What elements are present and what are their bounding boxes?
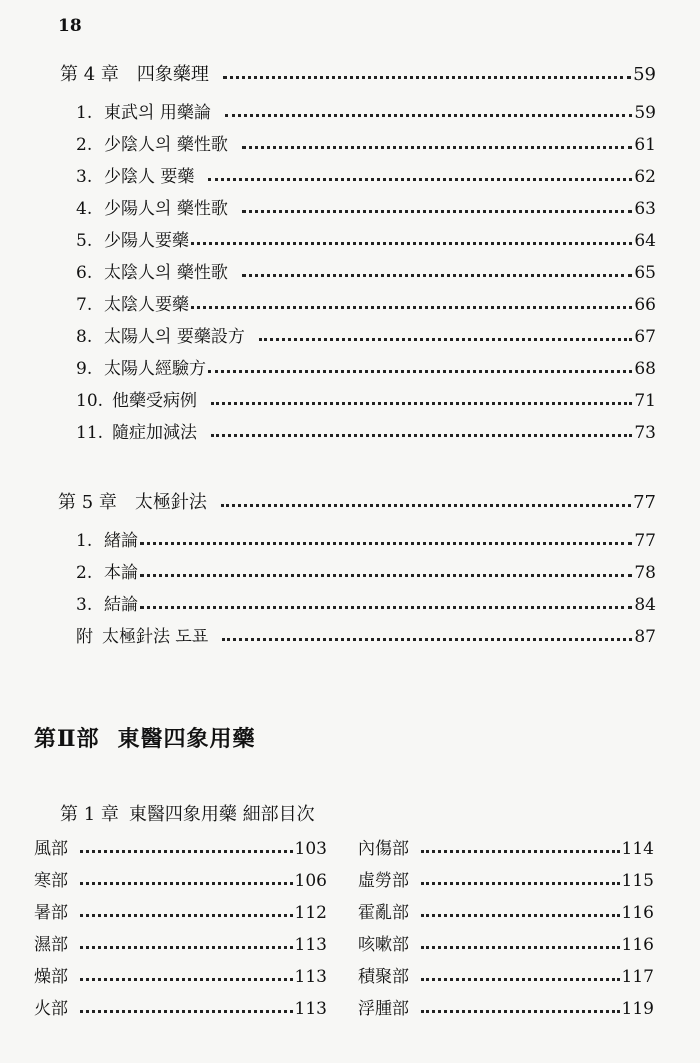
- item-title: 太陰人의 藥性歌: [104, 263, 228, 283]
- section-title: 濕部: [34, 935, 68, 955]
- dot-leader: [242, 146, 633, 149]
- dot-leader: [259, 338, 633, 341]
- section-title: 寒部: [34, 871, 68, 891]
- section-title: 燥部: [34, 967, 68, 987]
- toc-chapter-4[interactable]: [60, 64, 656, 86]
- section-page: 113: [294, 967, 327, 987]
- dot-leader: [208, 370, 632, 373]
- section-title: 霍亂部: [358, 903, 409, 923]
- dot-leader: [421, 1010, 620, 1013]
- part-2-chapter-1-heading[interactable]: [60, 800, 325, 826]
- item-number: 1.: [76, 103, 93, 123]
- toc-item[interactable]: [76, 166, 656, 188]
- dot-leader: [80, 1010, 293, 1013]
- section-item[interactable]: [358, 838, 654, 860]
- toc-item[interactable]: [76, 294, 656, 316]
- section-title: 內傷部: [358, 839, 409, 859]
- section-item[interactable]: [34, 966, 327, 988]
- item-title: 隨症加減法: [112, 423, 197, 443]
- chapter-5-title: 第 5 章 太極針法: [58, 492, 207, 513]
- toc-item[interactable]: [76, 358, 656, 380]
- item-page: 71: [634, 391, 656, 411]
- item-title: 少陰人의 藥性歌: [104, 135, 228, 155]
- toc-item[interactable]: [76, 594, 656, 616]
- dot-leader: [242, 274, 633, 277]
- section-item[interactable]: [34, 934, 327, 956]
- dot-leader: [80, 850, 293, 853]
- section-page: 116: [621, 903, 654, 923]
- section-item[interactable]: [358, 902, 654, 924]
- item-number: 3.: [76, 167, 93, 187]
- item-page: 64: [634, 231, 656, 251]
- section-page: 113: [294, 935, 327, 955]
- section-item[interactable]: [34, 998, 327, 1020]
- section-page: 113: [294, 999, 327, 1019]
- section-title: 暑部: [34, 903, 68, 923]
- item-page: 67: [634, 327, 656, 347]
- dot-leader: [80, 914, 293, 917]
- toc-item[interactable]: [76, 262, 656, 284]
- item-page: 63: [634, 199, 656, 219]
- item-page: 87: [634, 627, 656, 647]
- item-title: 緖論: [104, 531, 138, 551]
- dot-leader: [208, 178, 632, 181]
- dot-leader: [211, 434, 632, 437]
- toc-item[interactable]: [76, 134, 656, 156]
- dot-leader: [80, 882, 293, 885]
- item-number: 10.: [76, 391, 104, 411]
- section-item[interactable]: [358, 966, 654, 988]
- item-page: 68: [634, 359, 656, 379]
- section-title: 火部: [34, 999, 68, 1019]
- item-number: 5.: [76, 231, 93, 251]
- item-page: 62: [634, 167, 656, 187]
- item-number: 3.: [76, 595, 93, 615]
- chapter-5-page: 77: [633, 492, 656, 513]
- section-page: 117: [621, 967, 654, 987]
- item-number: 4.: [76, 199, 93, 219]
- dot-leader: [140, 574, 632, 577]
- page-number: 18: [58, 16, 82, 36]
- dot-leader: [211, 402, 632, 405]
- dot-leader: [80, 978, 293, 981]
- item-title: 少陽人要藥: [104, 231, 189, 251]
- item-number: 9.: [76, 359, 93, 379]
- item-title: 他藥受病例: [112, 391, 197, 411]
- section-page: 114: [621, 839, 654, 859]
- dot-leader: [140, 606, 632, 609]
- dot-leader: [421, 882, 620, 885]
- item-number: 2.: [76, 135, 93, 155]
- item-title: 結論: [104, 595, 138, 615]
- part-2-heading[interactable]: [34, 722, 274, 753]
- item-title: 本論: [104, 563, 138, 583]
- item-page: 65: [634, 263, 656, 283]
- dot-leader: [242, 210, 633, 213]
- dot-leader: [191, 306, 632, 309]
- dot-leader: [223, 76, 631, 79]
- item-number: 8.: [76, 327, 93, 347]
- chapter-4-title: 第 4 章 四象藥理: [60, 64, 209, 85]
- toc-item[interactable]: [76, 390, 656, 412]
- item-title: 少陰人 要藥: [104, 167, 195, 187]
- toc-item[interactable]: [76, 198, 656, 220]
- item-number: 附: [76, 627, 93, 647]
- part-2-title: 東醫四象用藥: [117, 726, 256, 752]
- item-page: 78: [634, 563, 656, 583]
- item-page: 84: [634, 595, 656, 615]
- dot-leader: [222, 638, 632, 641]
- item-number: 1.: [76, 531, 93, 551]
- item-page: 59: [634, 103, 656, 123]
- toc-item[interactable]: [76, 530, 656, 552]
- dot-leader: [421, 946, 620, 949]
- item-page: 77: [634, 531, 656, 551]
- section-title: 積聚部: [358, 967, 409, 987]
- dot-leader: [80, 946, 293, 949]
- toc-item[interactable]: [76, 422, 656, 444]
- toc-item[interactable]: [76, 230, 656, 252]
- section-item[interactable]: [358, 870, 654, 892]
- section-item[interactable]: [34, 902, 327, 924]
- part-2-label: 第Ⅱ部: [34, 726, 100, 752]
- section-title: 虛勞部: [358, 871, 409, 891]
- section-page: 112: [294, 903, 327, 923]
- section-title: 咳嗽部: [358, 935, 409, 955]
- item-number: 6.: [76, 263, 93, 283]
- dot-leader: [191, 242, 632, 245]
- dot-leader: [140, 542, 632, 545]
- item-page: 73: [634, 423, 656, 443]
- section-page: 119: [621, 999, 654, 1019]
- section-page: 103: [294, 839, 327, 859]
- item-title: 太陽人의 要藥設方: [104, 327, 245, 347]
- dot-leader: [225, 114, 633, 117]
- section-page: 106: [294, 871, 327, 891]
- section-item[interactable]: [34, 838, 327, 860]
- item-page: 66: [634, 295, 656, 315]
- toc-item[interactable]: [76, 102, 656, 124]
- dot-leader: [221, 504, 631, 507]
- item-title: 太陽人經驗方: [104, 359, 206, 379]
- item-title: 太極針法 도표: [102, 627, 209, 647]
- section-page: 116: [621, 935, 654, 955]
- section-title: 風部: [34, 839, 68, 859]
- item-page: 61: [634, 135, 656, 155]
- item-number: 7.: [76, 295, 93, 315]
- part-2-chapter-1-label: 第 1 章: [60, 804, 119, 825]
- part-2-chapter-1-title: 東醫四象用藥 細部目次: [128, 804, 315, 825]
- item-number: 11.: [76, 423, 104, 443]
- item-number: 2.: [76, 563, 93, 583]
- section-item[interactable]: [358, 998, 654, 1020]
- dot-leader: [421, 850, 620, 853]
- item-title: 太陰人要藥: [104, 295, 189, 315]
- dot-leader: [421, 978, 620, 981]
- section-item[interactable]: [358, 934, 654, 956]
- item-title: 東武의 用藥論: [104, 103, 211, 123]
- section-item[interactable]: [34, 870, 327, 892]
- dot-leader: [421, 914, 620, 917]
- toc-item[interactable]: [76, 562, 656, 584]
- item-title: 少陽人의 藥性歌: [104, 199, 228, 219]
- chapter-4-page: 59: [633, 64, 656, 85]
- toc-chapter-5[interactable]: [58, 492, 656, 514]
- section-page: 115: [621, 871, 654, 891]
- section-title: 浮腫部: [358, 999, 409, 1019]
- toc-item[interactable]: [76, 626, 656, 648]
- toc-item[interactable]: [76, 326, 656, 348]
